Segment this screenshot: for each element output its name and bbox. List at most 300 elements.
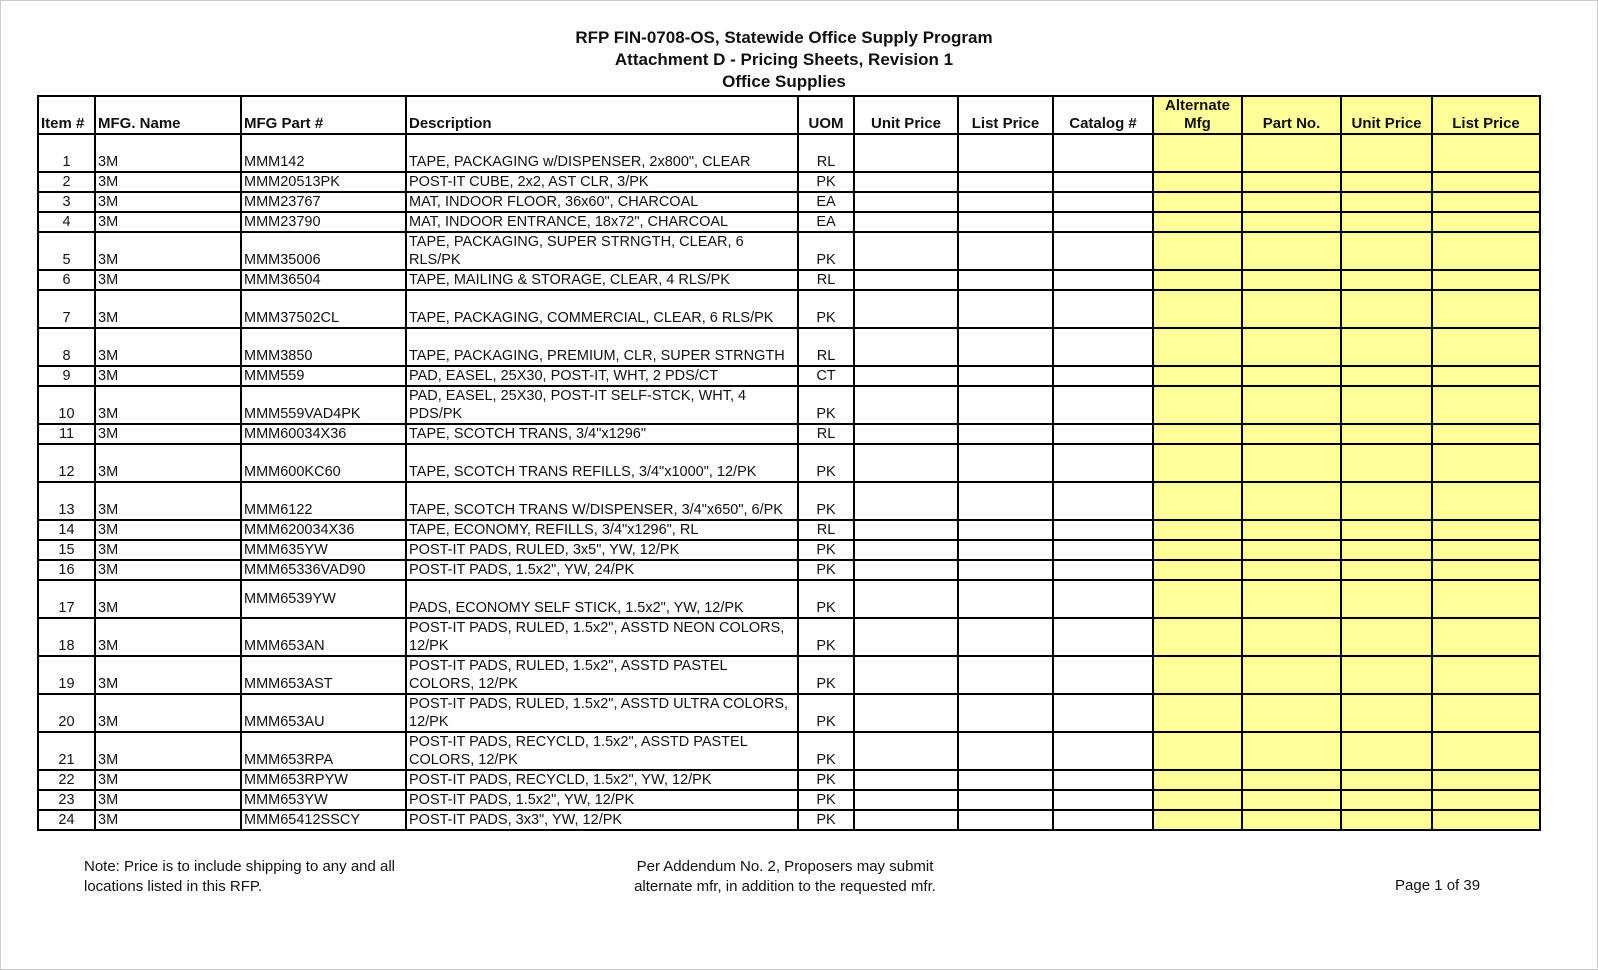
mfg-part-number: MMM65412SSCY — [241, 810, 406, 830]
alt-part-no-cell[interactable] — [1242, 134, 1341, 172]
alternate-mfg-cell[interactable] — [1153, 770, 1242, 790]
alt-unit-price-cell[interactable] — [1341, 656, 1432, 694]
mfg-name: 3M — [95, 520, 241, 540]
catalog-cell[interactable] — [1053, 444, 1153, 482]
alt-unit-price-cell[interactable] — [1341, 328, 1432, 366]
alternate-mfg-cell[interactable] — [1153, 694, 1242, 732]
uom: PK — [798, 444, 854, 482]
list-price-cell[interactable] — [958, 482, 1053, 520]
item-number: 12 — [38, 444, 95, 482]
item-number: 6 — [38, 270, 95, 290]
mfg-name: 3M — [95, 540, 241, 560]
mfg-part-number: MMM653AST — [241, 656, 406, 694]
alternate-mfg-cell[interactable] — [1153, 560, 1242, 580]
unit-price-cell[interactable] — [854, 618, 958, 656]
alternate-mfg-cell[interactable] — [1153, 618, 1242, 656]
table-row — [38, 290, 1540, 328]
alternate-mfg-cell[interactable] — [1153, 270, 1242, 290]
item-number: 5 — [38, 232, 95, 270]
table-row — [38, 482, 1540, 520]
uom: EA — [798, 212, 854, 232]
item-number: 19 — [38, 656, 95, 694]
alt-part-no-cell[interactable] — [1242, 810, 1341, 830]
alt-unit-price-cell[interactable] — [1341, 290, 1432, 328]
mfg-part-number: MMM635YW — [241, 540, 406, 560]
alternate-mfg-cell[interactable] — [1153, 790, 1242, 810]
unit-price-cell[interactable] — [854, 560, 958, 580]
alternate-mfg-cell[interactable] — [1153, 192, 1242, 212]
list-price-cell[interactable] — [958, 560, 1053, 580]
alt-list-price-cell[interactable] — [1432, 270, 1540, 290]
unit-price-cell[interactable] — [854, 270, 958, 290]
list-price-cell[interactable] — [958, 618, 1053, 656]
alt-unit-price-cell[interactable] — [1341, 172, 1432, 192]
mfg-name: 3M — [95, 694, 241, 732]
uom: PK — [798, 770, 854, 790]
uom: PK — [798, 172, 854, 192]
alt-part-no-cell[interactable] — [1242, 540, 1341, 560]
catalog-cell[interactable] — [1053, 770, 1153, 790]
list-price-cell[interactable] — [958, 770, 1053, 790]
item-number: 9 — [38, 366, 95, 386]
addendum-line-1: Per Addendum No. 2, Proposers may submit — [636, 858, 934, 875]
list-price-cell[interactable] — [958, 172, 1053, 192]
alt-part-no-cell[interactable] — [1242, 482, 1341, 520]
col-mfg-part: MFG Part # — [241, 96, 406, 134]
description: TAPE, SCOTCH TRANS, 3/4"x1296" — [406, 424, 798, 444]
list-price-cell[interactable] — [958, 424, 1053, 444]
description: POST-IT PADS, RULED, 3x5", YW, 12/PK — [406, 540, 798, 560]
unit-price-cell[interactable] — [854, 366, 958, 386]
alt-list-price-cell[interactable] — [1432, 290, 1540, 328]
alt-unit-price-cell[interactable] — [1341, 212, 1432, 232]
mfg-name: 3M — [95, 560, 241, 580]
catalog-cell[interactable] — [1053, 134, 1153, 172]
alternate-mfg-cell[interactable] — [1153, 656, 1242, 694]
alt-unit-price-cell[interactable] — [1341, 134, 1432, 172]
alternate-mfg-cell[interactable] — [1153, 212, 1242, 232]
item-number: 16 — [38, 560, 95, 580]
item-number: 8 — [38, 328, 95, 366]
alt-part-no-cell[interactable] — [1242, 424, 1341, 444]
catalog-cell[interactable] — [1053, 192, 1153, 212]
note-line-2: locations listed in this RFP. — [84, 878, 263, 895]
uom: PK — [798, 540, 854, 560]
list-price-cell[interactable] — [958, 656, 1053, 694]
col-mfg-name: MFG. Name — [95, 96, 241, 134]
catalog-cell[interactable] — [1053, 232, 1153, 270]
item-number: 24 — [38, 810, 95, 830]
uom: CT — [798, 366, 854, 386]
alt-list-price-cell[interactable] — [1432, 618, 1540, 656]
shipping-note — [84, 857, 395, 897]
table-row — [38, 770, 1540, 790]
alt-part-no-cell[interactable] — [1242, 212, 1341, 232]
unit-price-cell[interactable] — [854, 732, 958, 770]
catalog-cell[interactable] — [1053, 732, 1153, 770]
alt-part-no-cell[interactable] — [1242, 560, 1341, 580]
alt-list-price-cell[interactable] — [1432, 580, 1540, 618]
alt-list-price-cell[interactable] — [1432, 520, 1540, 540]
uom: PK — [798, 656, 854, 694]
mfg-part-number: MMM6122 — [241, 482, 406, 520]
alt-part-no-cell[interactable] — [1242, 790, 1341, 810]
item-number: 22 — [38, 770, 95, 790]
list-price-cell[interactable] — [958, 366, 1053, 386]
table-row — [38, 444, 1540, 482]
unit-price-cell[interactable] — [854, 790, 958, 810]
list-price-cell[interactable] — [958, 386, 1053, 424]
alt-part-no-cell[interactable] — [1242, 328, 1341, 366]
catalog-cell[interactable] — [1053, 810, 1153, 830]
mfg-name: 3M — [95, 290, 241, 328]
mfg-part-number: MMM559VAD4PK — [241, 386, 406, 424]
table-row — [38, 328, 1540, 366]
description: TAPE, PACKAGING, SUPER STRNGTH, CLEAR, 6 RLS/PK — [406, 232, 798, 270]
mfg-part-number: MMM23767 — [241, 192, 406, 212]
mfg-name: 3M — [95, 444, 241, 482]
description: POST-IT PADS, RULED, 1.5x2", ASSTD ULTRA COLORS, 12/PK — [406, 694, 798, 732]
alt-list-price-cell[interactable] — [1432, 212, 1540, 232]
col-catalog: Catalog # — [1053, 96, 1153, 134]
table-row — [38, 732, 1540, 770]
alt-list-price-cell[interactable] — [1432, 192, 1540, 212]
mfg-part-number: MMM559 — [241, 366, 406, 386]
mfg-part-number: MMM60034X36 — [241, 424, 406, 444]
alt-unit-price-cell[interactable] — [1341, 270, 1432, 290]
item-number: 13 — [38, 482, 95, 520]
description: TAPE, SCOTCH TRANS REFILLS, 3/4"x1000", 12/PK — [406, 444, 798, 482]
alt-list-price-cell[interactable] — [1432, 540, 1540, 560]
catalog-cell[interactable] — [1053, 366, 1153, 386]
alt-part-no-cell[interactable] — [1242, 232, 1341, 270]
unit-price-cell[interactable] — [854, 290, 958, 328]
table-row — [38, 790, 1540, 810]
alt-unit-price-cell[interactable] — [1341, 386, 1432, 424]
uom: PK — [798, 810, 854, 830]
addendum-line-2: alternate mfr, in addition to the requested mfr. — [634, 878, 936, 895]
alt-list-price-cell[interactable] — [1432, 694, 1540, 732]
alt-unit-price-cell[interactable] — [1341, 192, 1432, 212]
uom: RL — [798, 270, 854, 290]
catalog-cell[interactable] — [1053, 212, 1153, 232]
mfg-part-number: MMM653AN — [241, 618, 406, 656]
description: POST-IT CUBE, 2x2, AST CLR, 3/PK — [406, 172, 798, 192]
unit-price-cell[interactable] — [854, 540, 958, 560]
catalog-cell[interactable] — [1053, 694, 1153, 732]
mfg-name: 3M — [95, 212, 241, 232]
mfg-part-number: MMM23790 — [241, 212, 406, 232]
alternate-mfg-cell[interactable] — [1153, 482, 1242, 520]
mfg-part-number: MMM35006 — [241, 232, 406, 270]
col-unit-price: Unit Price — [854, 96, 958, 134]
item-number: 3 — [38, 192, 95, 212]
list-price-cell[interactable] — [958, 444, 1053, 482]
header-row — [38, 96, 1540, 134]
unit-price-cell[interactable] — [854, 482, 958, 520]
col-description: Description — [406, 96, 798, 134]
table-row — [38, 386, 1540, 424]
description: POST-IT PADS, RULED, 1.5x2", ASSTD PASTEL COLORS, 12/PK — [406, 656, 798, 694]
uom: PK — [798, 580, 854, 618]
mfg-name: 3M — [95, 134, 241, 172]
mfg-part-number: MMM653RPYW — [241, 770, 406, 790]
mfg-part-number: MMM653RPA — [241, 732, 406, 770]
alt-part-no-cell[interactable] — [1242, 172, 1341, 192]
col-part-no: Part No. — [1242, 96, 1341, 134]
unit-price-cell[interactable] — [854, 444, 958, 482]
mfg-name: 3M — [95, 732, 241, 770]
alt-part-no-cell[interactable] — [1242, 520, 1341, 540]
unit-price-cell[interactable] — [854, 232, 958, 270]
alt-list-price-cell[interactable] — [1432, 790, 1540, 810]
alt-part-no-cell[interactable] — [1242, 444, 1341, 482]
uom: RL — [798, 520, 854, 540]
list-price-cell[interactable] — [958, 520, 1053, 540]
table-row — [38, 520, 1540, 540]
item-number: 1 — [38, 134, 95, 172]
uom: PK — [798, 732, 854, 770]
alt-unit-price-cell[interactable] — [1341, 424, 1432, 444]
alternate-mfg-cell[interactable] — [1153, 172, 1242, 192]
list-price-cell[interactable] — [958, 212, 1053, 232]
list-price-cell[interactable] — [958, 580, 1053, 618]
table-row — [38, 232, 1540, 270]
mfg-name: 3M — [95, 192, 241, 212]
alt-unit-price-cell[interactable] — [1341, 810, 1432, 830]
mfg-part-number: MMM36504 — [241, 270, 406, 290]
catalog-cell[interactable] — [1053, 580, 1153, 618]
alt-list-price-cell[interactable] — [1432, 172, 1540, 192]
addendum-note — [620, 857, 950, 897]
alt-list-price-cell[interactable] — [1432, 134, 1540, 172]
alt-part-no-cell[interactable] — [1242, 386, 1341, 424]
alt-unit-price-cell[interactable] — [1341, 618, 1432, 656]
catalog-cell[interactable] — [1053, 618, 1153, 656]
list-price-cell[interactable] — [958, 790, 1053, 810]
mfg-name: 3M — [95, 618, 241, 656]
col-alternate-mfg: Alternate Mfg — [1153, 96, 1242, 134]
table-row — [38, 810, 1540, 830]
alt-list-price-cell[interactable] — [1432, 560, 1540, 580]
description: MAT, INDOOR FLOOR, 36x60", CHARCOAL — [406, 192, 798, 212]
unit-price-cell[interactable] — [854, 770, 958, 790]
alt-part-no-cell[interactable] — [1242, 732, 1341, 770]
uom: PK — [798, 560, 854, 580]
alternate-mfg-cell[interactable] — [1153, 520, 1242, 540]
catalog-cell[interactable] — [1053, 540, 1153, 560]
item-number: 17 — [38, 580, 95, 618]
unit-price-cell[interactable] — [854, 212, 958, 232]
table-row — [38, 270, 1540, 290]
unit-price-cell[interactable] — [854, 386, 958, 424]
catalog-cell[interactable] — [1053, 520, 1153, 540]
catalog-cell[interactable] — [1053, 482, 1153, 520]
alt-unit-price-cell[interactable] — [1341, 732, 1432, 770]
mfg-part-number: MMM653YW — [241, 790, 406, 810]
catalog-cell[interactable] — [1053, 560, 1153, 580]
alternate-mfg-cell[interactable] — [1153, 424, 1242, 444]
uom: RL — [798, 328, 854, 366]
alt-list-price-cell[interactable] — [1432, 366, 1540, 386]
uom: PK — [798, 290, 854, 328]
mfg-name: 3M — [95, 656, 241, 694]
description: PAD, EASEL, 25X30, POST-IT SELF-STCK, WHT, 4 PDS/PK — [406, 386, 798, 424]
title-line-3: Office Supplies — [722, 72, 846, 91]
table-row — [38, 366, 1540, 386]
page-number: Page 1 of 39 — [1395, 877, 1481, 894]
alt-unit-price-cell[interactable] — [1341, 790, 1432, 810]
alternate-mfg-cell[interactable] — [1153, 232, 1242, 270]
document-title — [0, 27, 1568, 93]
alt-unit-price-cell[interactable] — [1341, 770, 1432, 790]
alt-unit-price-cell[interactable] — [1341, 366, 1432, 386]
alt-part-no-cell[interactable] — [1242, 618, 1341, 656]
alt-unit-price-cell[interactable] — [1341, 482, 1432, 520]
mfg-name: 3M — [95, 172, 241, 192]
alt-part-no-cell[interactable] — [1242, 192, 1341, 212]
catalog-cell[interactable] — [1053, 270, 1153, 290]
alt-list-price-cell[interactable] — [1432, 482, 1540, 520]
unit-price-cell[interactable] — [854, 424, 958, 444]
catalog-cell[interactable] — [1053, 656, 1153, 694]
alt-list-price-cell[interactable] — [1432, 732, 1540, 770]
unit-price-cell[interactable] — [854, 656, 958, 694]
description: TAPE, MAILING & STORAGE, CLEAR, 4 RLS/PK — [406, 270, 798, 290]
mfg-part-number: MMM653AU — [241, 694, 406, 732]
alternate-mfg-cell[interactable] — [1153, 134, 1242, 172]
list-price-cell[interactable] — [958, 192, 1053, 212]
alt-unit-price-cell[interactable] — [1341, 694, 1432, 732]
alt-part-no-cell[interactable] — [1242, 270, 1341, 290]
uom: PK — [798, 790, 854, 810]
alt-list-price-cell[interactable] — [1432, 424, 1540, 444]
uom: EA — [798, 192, 854, 212]
alternate-mfg-cell[interactable] — [1153, 386, 1242, 424]
title-line-2: Attachment D - Pricing Sheets, Revision 1 — [614, 50, 954, 69]
uom: PK — [798, 618, 854, 656]
unit-price-cell[interactable] — [854, 580, 958, 618]
mfg-name: 3M — [95, 386, 241, 424]
alt-part-no-cell[interactable] — [1242, 366, 1341, 386]
item-number: 4 — [38, 212, 95, 232]
alternate-mfg-cell[interactable] — [1153, 810, 1242, 830]
mfg-part-number: MMM6539YW — [241, 580, 406, 618]
table-row — [38, 172, 1540, 192]
catalog-cell[interactable] — [1053, 424, 1153, 444]
unit-price-cell[interactable] — [854, 810, 958, 830]
alt-unit-price-cell[interactable] — [1341, 580, 1432, 618]
unit-price-cell[interactable] — [854, 520, 958, 540]
alternate-mfg-cell[interactable] — [1153, 290, 1242, 328]
uom: PK — [798, 232, 854, 270]
alt-list-price-cell[interactable] — [1432, 770, 1540, 790]
list-price-cell[interactable] — [958, 328, 1053, 366]
alt-unit-price-cell[interactable] — [1341, 232, 1432, 270]
catalog-cell[interactable] — [1053, 328, 1153, 366]
list-price-cell[interactable] — [958, 270, 1053, 290]
unit-price-cell[interactable] — [854, 328, 958, 366]
item-number: 21 — [38, 732, 95, 770]
mfg-part-number: MMM20513PK — [241, 172, 406, 192]
alt-unit-price-cell[interactable] — [1341, 520, 1432, 540]
list-price-cell[interactable] — [958, 732, 1053, 770]
mfg-name: 3M — [95, 482, 241, 520]
item-number: 11 — [38, 424, 95, 444]
mfg-part-number: MMM142 — [241, 134, 406, 172]
description: TAPE, ECONOMY, REFILLS, 3/4"x1296", RL — [406, 520, 798, 540]
list-price-cell[interactable] — [958, 540, 1053, 560]
catalog-cell[interactable] — [1053, 290, 1153, 328]
col-item: Item # — [38, 96, 95, 134]
mfg-name: 3M — [95, 270, 241, 290]
catalog-cell[interactable] — [1053, 386, 1153, 424]
alternate-mfg-cell[interactable] — [1153, 580, 1242, 618]
alt-part-no-cell[interactable] — [1242, 656, 1341, 694]
description: POST-IT PADS, RECYCLD, 1.5x2", ASSTD PASTEL COLORS, 12/PK — [406, 732, 798, 770]
list-price-cell[interactable] — [958, 134, 1053, 172]
unit-price-cell[interactable] — [854, 694, 958, 732]
unit-price-cell[interactable] — [854, 172, 958, 192]
catalog-cell[interactable] — [1053, 790, 1153, 810]
table-row — [38, 212, 1540, 232]
catalog-cell[interactable] — [1053, 172, 1153, 192]
mfg-name: 3M — [95, 770, 241, 790]
list-price-cell[interactable] — [958, 810, 1053, 830]
table-row — [38, 560, 1540, 580]
description: POST-IT PADS, 1.5x2", YW, 24/PK — [406, 560, 798, 580]
alt-unit-price-cell[interactable] — [1341, 560, 1432, 580]
alternate-mfg-cell[interactable] — [1153, 328, 1242, 366]
mfg-part-number: MMM65336VAD90 — [241, 560, 406, 580]
alternate-mfg-cell[interactable] — [1153, 444, 1242, 482]
alt-list-price-cell[interactable] — [1432, 386, 1540, 424]
alt-part-no-cell[interactable] — [1242, 694, 1341, 732]
alternate-mfg-cell[interactable] — [1153, 366, 1242, 386]
table-row — [38, 192, 1540, 212]
alternate-mfg-cell[interactable] — [1153, 540, 1242, 560]
alt-unit-price-cell[interactable] — [1341, 444, 1432, 482]
alt-part-no-cell[interactable] — [1242, 290, 1341, 328]
description: POST-IT PADS, RULED, 1.5x2", ASSTD NEON COLORS, 12/PK — [406, 618, 798, 656]
list-price-cell[interactable] — [958, 694, 1053, 732]
alt-list-price-cell[interactable] — [1432, 810, 1540, 830]
uom: PK — [798, 482, 854, 520]
mfg-name: 3M — [95, 232, 241, 270]
alt-part-no-cell[interactable] — [1242, 770, 1341, 790]
table-row — [38, 580, 1540, 618]
uom: RL — [798, 424, 854, 444]
item-number: 10 — [38, 386, 95, 424]
unit-price-cell[interactable] — [854, 134, 958, 172]
list-price-cell[interactable] — [958, 232, 1053, 270]
alt-unit-price-cell[interactable] — [1341, 540, 1432, 560]
mfg-name: 3M — [95, 810, 241, 830]
list-price-cell[interactable] — [958, 290, 1053, 328]
alternate-mfg-cell[interactable] — [1153, 732, 1242, 770]
alt-part-no-cell[interactable] — [1242, 580, 1341, 618]
alt-list-price-cell[interactable] — [1432, 444, 1540, 482]
unit-price-cell[interactable] — [854, 192, 958, 212]
mfg-part-number: MMM600KC60 — [241, 444, 406, 482]
description: POST-IT PADS, RECYCLD, 1.5x2", YW, 12/PK — [406, 770, 798, 790]
alt-list-price-cell[interactable] — [1432, 328, 1540, 366]
alt-list-price-cell[interactable] — [1432, 656, 1540, 694]
alt-list-price-cell[interactable] — [1432, 232, 1540, 270]
item-number: 14 — [38, 520, 95, 540]
uom: PK — [798, 694, 854, 732]
item-number: 15 — [38, 540, 95, 560]
